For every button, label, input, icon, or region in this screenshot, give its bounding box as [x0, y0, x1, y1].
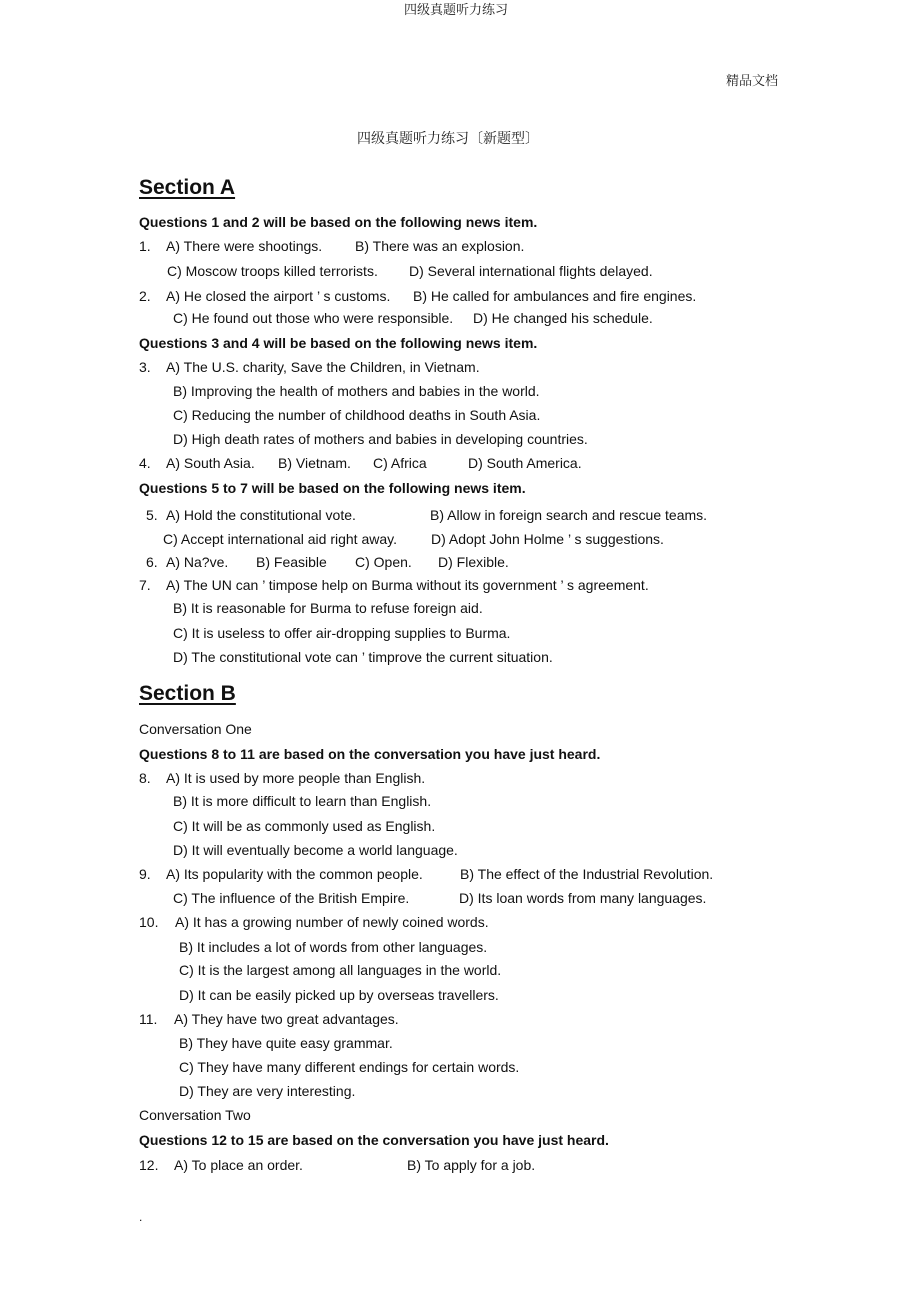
q7-option-a: A) The UN can ’ timpose help on Burma without its government ’ s agreement. [166, 577, 649, 593]
q12-number: 12. [139, 1157, 159, 1173]
q6-number: 6. [146, 554, 158, 570]
q1-option-d: D) Several international flights delayed. [409, 263, 653, 279]
q6-option-a: A) Na?ve. [166, 554, 229, 570]
q9-number: 9. [139, 866, 151, 882]
q3-option-b: B) Improving the health of mothers and babies in the world. [173, 383, 540, 399]
instruction-q3-4: Questions 3 and 4 will be based on the following news item. [139, 335, 538, 351]
running-header: 四级真题听力练习 [404, 3, 509, 18]
q5-option-b: B) Allow in foreign search and rescue teams. [430, 507, 708, 523]
q7-option-c: C) It is useless to offer air-dropping supplies to Burma. [173, 625, 511, 641]
q12-option-b: B) To apply for a job. [407, 1157, 536, 1173]
q7-option-d: D) The constitutional vote can ’ timprove the current situation. [173, 649, 553, 665]
q2-option-a: A) He closed the airport ’ s customs. [166, 288, 391, 304]
q10-option-c: C) It is the largest among all languages in the world. [179, 962, 502, 978]
watermark-text: 精品文档 [726, 74, 779, 89]
q11-option-c: C) They have many different endings for certain words. [179, 1059, 520, 1075]
q9-option-a: A) Its popularity with the common people. [166, 866, 423, 882]
q6-option-b: B) Feasible [256, 554, 327, 570]
q10-option-a: A) It has a growing number of newly coined words. [175, 914, 489, 930]
q1-option-c: C) Moscow troops killed terrorists. [167, 263, 378, 279]
q3-option-c: C) Reducing the number of childhood deaths in South Asia. [173, 407, 541, 423]
q2-number: 2. [139, 288, 151, 304]
q8-option-d: D) It will eventually become a world language. [173, 842, 458, 858]
q11-option-d: D) They are very interesting. [179, 1083, 356, 1099]
q4-option-c: C) Africa [373, 455, 427, 471]
q8-number: 8. [139, 770, 151, 786]
q7-option-b: B) It is reasonable for Burma to refuse foreign aid. [173, 600, 483, 616]
q3-number: 3. [139, 359, 151, 375]
q9-option-d: D) Its loan words from many languages. [459, 890, 707, 906]
q5-option-d: D) Adopt John Holme ’ s suggestions. [431, 531, 664, 547]
q7-number: 7. [139, 577, 151, 593]
conversation-two-label: Conversation Two [139, 1107, 251, 1123]
q11-option-b: B) They have quite easy grammar. [179, 1035, 393, 1051]
q5-option-a: A) Hold the constitutional vote. [166, 507, 356, 523]
instruction-q5-7: Questions 5 to 7 will be based on the following news item. [139, 480, 526, 496]
q3-option-d: D) High death rates of mothers and babies in developing countries. [173, 431, 588, 447]
page-title: 四级真题听力练习〔新题型〕 [357, 131, 539, 147]
instruction-q12-15: Questions 12 to 15 are based on the conversation you have just heard. [139, 1132, 609, 1148]
q11-number: 11. [139, 1011, 158, 1027]
footer-dot: . [139, 1210, 143, 1224]
q12-option-a: A) To place an order. [174, 1157, 303, 1173]
q1-option-a: A) There were shootings. [166, 238, 323, 254]
q1-option-b: B) There was an explosion. [355, 238, 525, 254]
q1-number: 1. [139, 238, 151, 254]
conversation-one-label: Conversation One [139, 721, 252, 737]
q8-option-a: A) It is used by more people than English. [166, 770, 426, 786]
q6-option-c: C) Open. [355, 554, 412, 570]
q10-option-d: D) It can be easily picked up by overseas travellers. [179, 987, 499, 1003]
q4-option-d: D) South America. [468, 455, 582, 471]
section-b-heading: Section B [139, 682, 236, 705]
q9-option-b: B) The effect of the Industrial Revolution. [460, 866, 714, 882]
q2-option-d: D) He changed his schedule. [473, 310, 653, 326]
q11-option-a: A) They have two great advantages. [174, 1011, 399, 1027]
q10-number: 10. [139, 914, 159, 930]
q4-option-b: B) Vietnam. [278, 455, 351, 471]
q10-option-b: B) It includes a lot of words from other languages. [179, 939, 488, 955]
q6-option-d: D) Flexible. [438, 554, 509, 570]
section-a-heading: Section A [139, 176, 236, 199]
instruction-q1-2: Questions 1 and 2 will be based on the following news item. [139, 214, 538, 230]
q5-number: 5. [146, 507, 158, 523]
q2-option-c: C) He found out those who were responsible. [173, 310, 454, 326]
q2-option-b: B) He called for ambulances and fire engines. [413, 288, 697, 304]
instruction-q8-11: Questions 8 to 11 are based on the conversation you have just heard. [139, 746, 601, 762]
q8-option-c: C) It will be as commonly used as English. [173, 818, 436, 834]
q5-option-c: C) Accept international aid right away. [163, 531, 397, 547]
q8-option-b: B) It is more difficult to learn than English. [173, 793, 432, 809]
q4-option-a: A) South Asia. [166, 455, 255, 471]
q3-option-a: A) The U.S. charity, Save the Children, in Vietnam. [166, 359, 480, 375]
q4-number: 4. [139, 455, 151, 471]
q9-option-c: C) The influence of the British Empire. [173, 890, 410, 906]
